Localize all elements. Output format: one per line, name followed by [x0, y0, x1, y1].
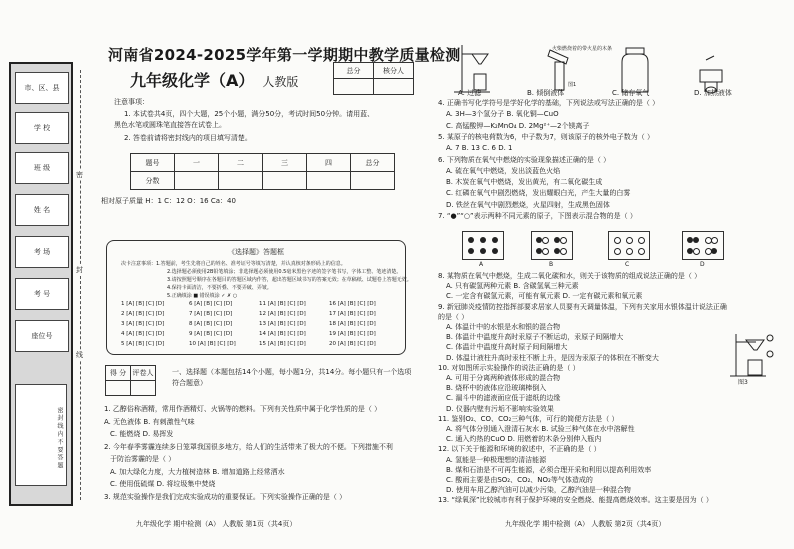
instruction-line: 3.请按照题号顺序在各题目的答题区域内作答，超出答题区域书写的答案无效；在草稿纸、试题卷上答题无效。 — [167, 277, 412, 283]
fig-note: 火柴燃烧着的带火星的木条 — [552, 46, 613, 52]
answer-option-row[interactable]: 2 [A] [B] [C] [D] — [121, 311, 165, 317]
question-line: A. 7 B. 13 C. 6 D. 1 — [446, 144, 513, 153]
pour-liquid-figure — [548, 50, 568, 90]
seal-notice: 密 封 线 内 不 要 答 题 — [15, 384, 67, 486]
exam-subtitle: 九年级化学（A） 人教版 — [130, 71, 299, 90]
question-line: A. 3H—3个氢分子 B. 氧化铜—CuO — [446, 110, 559, 119]
answer-option-row[interactable]: 1 [A] [B] [C] [D] — [121, 301, 165, 307]
fig-number: 图1 — [568, 82, 577, 88]
question-line: C. 能燃烧 D. 易挥发 — [110, 430, 174, 438]
question-line: C. 酸雨主要是由SO₂、CO₂、NO₂等气体造成的 — [446, 476, 593, 484]
answer-box — [106, 240, 412, 355]
instruction-line: 5.正确填涂 ■ 错误填涂 ✓ ✗ ○ — [167, 293, 238, 299]
question-line: 4. 正确书写化学符号是学好化学的基础，下列说法或写法正确的是（ ） — [438, 99, 660, 107]
answer-option-row[interactable]: 20 [A] [B] [C] [D] — [329, 341, 376, 347]
notes-heading: 注意事项： — [114, 98, 149, 106]
gas-bottle-figure — [622, 48, 648, 92]
question-line: 10. 对如图所示实验操作的说法正确的是（ ） — [438, 363, 580, 372]
question-line: 7. “●”“○”表示两种不同元素的原子，下图表示混合物的是（ ） — [438, 212, 637, 220]
question-line: D. 使用车用乙醇汽油可以减少污染，乙醇汽油是一种混合物 — [446, 486, 631, 495]
note-line: 2. 答卷前请将密封线内的项目填写清楚。 — [124, 134, 252, 142]
grade-header: 总分 — [351, 154, 395, 172]
diagram-label: B — [549, 261, 554, 268]
question-line: A. 只有碳氢两种元素 B. 含碳氢氧三种元素 — [446, 282, 579, 291]
fig-label: A. 过滤 — [458, 89, 482, 97]
answer-option-row[interactable]: 10 [A] [B] [C] [D] — [189, 341, 236, 347]
seal-mark: 线 — [76, 351, 83, 359]
binding-field: 考 场 — [15, 236, 69, 268]
footer-left: 九年级化学 期中检测（A） 人教版 第1页（共4页） — [136, 520, 297, 528]
answer-option-row[interactable]: 12 [A] [B] [C] [D] — [259, 311, 306, 317]
binding-field: 姓 名 — [15, 194, 69, 226]
binding-field: 学 校 — [15, 112, 69, 144]
particle-diagram-c — [608, 231, 650, 260]
answer-option-row[interactable]: 13 [A] [B] [C] [D] — [259, 321, 306, 327]
total-score-box: 总分 核分人 — [333, 62, 414, 95]
atomic-masses: 相对原子质量 H：1 C：12 O：16 Ca：40 — [101, 197, 236, 205]
question-line: C. 使用低硫煤 D. 将垃圾集中焚烧 — [110, 480, 216, 488]
question-line: C. 红磷在氧气中剧烈燃烧，发出耀眼白光，产生大量的白雾 — [446, 189, 631, 198]
question-line: C. 通入灼热的CuO D. 用燃着的木条分别伸入瓶内 — [446, 435, 602, 444]
instruction-line: 决卡注意事项：1.答题前，考生先将自己的姓名、准考证号等填写清楚，并认真核对条形码上的信息。 — [121, 261, 346, 267]
answer-option-row[interactable]: 16 [A] [B] [C] [D] — [329, 301, 376, 307]
question-line: D. 仪器内壁有污垢不影响实验效果 — [446, 404, 554, 413]
question-line: A. 氢能是一种极理想的清洁能源 — [446, 455, 547, 464]
question-line: A. 加大绿化力度，大力植树造林 B. 增加道路上经常洒水 — [110, 467, 285, 476]
answer-option-row[interactable]: 19 [A] [B] [C] [D] — [329, 331, 376, 337]
question-line: A. 硫在氧气中燃烧，发出淡蓝色火焰 — [446, 166, 561, 175]
exam-title: 河南省2024-2025学年第一学期期中教学质量检测 — [108, 46, 461, 64]
question-line: B. 木炭在氧气中燃烧，发出黄光，有二氧化碳生成 — [446, 178, 603, 187]
seal-mark: 封 — [76, 266, 83, 274]
grade-header: 题号 — [131, 154, 175, 172]
question-line: 5. 某原子的核电荷数为6，中子数为7，则该原子的核外电子数为（ ） — [438, 132, 655, 141]
particle-diagram-d — [682, 231, 724, 260]
question-line: A. 可用于分离两种液体形成的混合物 — [446, 374, 561, 382]
answer-option-row[interactable]: 8 [A] [B] [C] [D] — [189, 321, 233, 327]
binding-field: 班 级 — [15, 152, 69, 184]
question-line: C. 体温计中温度升高时原子间间隔增大 — [446, 343, 568, 352]
binding-field: 市、区、县 — [15, 72, 69, 104]
fig-number: 图3 — [738, 379, 748, 386]
answer-option-row[interactable]: 6 [A] [B] [C] [D] — [189, 301, 233, 307]
particle-diagram-a — [462, 231, 504, 260]
fig-label: D. 加热液体 — [694, 89, 732, 97]
filtration-figure — [728, 330, 778, 385]
note-line: 1. 本试卷共4页，四个大题，25个小题，满分50分，考试时间50分钟。请用蓝、 — [124, 110, 375, 118]
question-line: 3. 规范实验操作是我们完成实验成功的重要保证。下列实验操作正确的是（ ） — [104, 492, 347, 501]
question-line: 11. 鉴别O₂、CO、CO₂三种气体，可行的简便方法是（ ） — [438, 414, 619, 423]
question-line: A. 体温计中的水银是水和银的混合物 — [446, 323, 561, 331]
answer-option-row[interactable]: 5 [A] [B] [C] [D] — [121, 341, 165, 347]
grade-header: 三 — [263, 154, 307, 172]
answer-box-title: 《选择题》答题框 — [228, 248, 284, 256]
question-line: 的是（ ） — [438, 312, 469, 321]
answer-option-row[interactable]: 17 [A] [B] [C] [D] — [329, 311, 376, 317]
question-line: 1. 乙醇俗称酒精，常用作酒精灯、火锅等的燃料。下列有关性质中属于化学性质的是（ ） — [104, 405, 382, 413]
section-score-box: 得 分 评卷人 — [105, 365, 156, 396]
grade-header: 四 — [307, 154, 351, 172]
question-line: 于防治雾霾的是（ ） — [110, 455, 176, 463]
question-line: C. 一定含有碳氢元素，可能有氧元素 D. 一定有碳元素和氧元素 — [446, 292, 643, 301]
diagram-label: D — [700, 261, 705, 268]
section-heading: 一、选择题（本题包括14个小题，每小题1分，共14分。每小题只有一个选项符合题意） — [172, 368, 412, 387]
diagram-label: C — [625, 261, 630, 268]
edition-label: 人教版 — [262, 75, 299, 89]
question-line: 9. 新冠肺炎疫情防控指挥部要求居家人员要有天调量体温，下列有关家用水银体温计说法正确 — [438, 302, 727, 311]
grade-header: 二 — [219, 154, 263, 172]
diagram-label: A — [479, 261, 484, 268]
question-line: D. 体温计液柱升高时汞柱不断上升，是因为汞原子的体积在不断变大 — [446, 353, 659, 362]
question-line: 13. “绿氧深”比较城市有利于保护环境的安全燃烧、能提高燃烧效率。这主要是因为（ ） — [438, 496, 713, 505]
particle-diagram-b — [531, 231, 573, 260]
answer-option-row[interactable]: 9 [A] [B] [C] [D] — [189, 331, 233, 337]
note-line: 黑色水笔或圆珠笔直接答在试卷上。 — [114, 121, 226, 129]
grade-table: 题号 一 二 三 四 总分 分数 — [130, 153, 395, 190]
answer-option-row[interactable]: 14 [A] [B] [C] [D] — [259, 331, 306, 337]
seal-mark: 密 — [76, 171, 83, 179]
funnel-stand-figure — [454, 45, 490, 92]
binding-field: 考 号 — [15, 278, 69, 310]
answer-option-row[interactable]: 15 [A] [B] [C] [D] — [259, 341, 306, 347]
question-line: B. 烧杯中的液体应沿玻璃棒倒入 — [446, 384, 547, 393]
question-line: B. 体温计中温度升高时汞原子不断运动，汞原子间隔增大 — [446, 333, 624, 342]
question-line: A. 无色液体 B. 有刺激性气味 — [104, 417, 195, 426]
question-line: C. 高锰酸钾—K₂MnO₄ D. 2Mg²⁺—2个镁离子 — [446, 121, 590, 130]
footer-right: 九年级化学 期中检测（A） 人教版 第2页（共4页） — [505, 520, 666, 528]
question-line: B. 煤和石油是不可再生能源，必须合理开采和利用以提高利用效率 — [446, 465, 652, 474]
question-line: 2. 今年春季雾霾连续多日笼罩我国很多地方，给人们的生活带来了极大的不便。下列措施不利 — [104, 442, 393, 451]
answer-option-row[interactable]: 18 [A] [B] [C] [D] — [329, 321, 376, 327]
binding-field: 座位号 — [15, 320, 69, 352]
seal-line — [80, 70, 81, 500]
answer-option-row[interactable]: 11 [A] [B] [C] [D] — [259, 301, 306, 307]
fig-label: B. 倾倒液体 — [527, 89, 565, 97]
question-line: 6. 下列物质在氧气中燃烧的实验现象描述正确的是（ ） — [438, 155, 611, 164]
question-line: 12. 以下关于能源和环境的叙述中，不正确的是（ ） — [438, 445, 601, 454]
question-line: A. 将气体分别通入澄清石灰水 B. 试验三种气体在水中溶解性 — [446, 425, 635, 433]
instruction-line: 2.选择题必须使用2B铅笔填涂；非选择题必须使用0.5毫米黑色字迹的签字笔书写，字体工整、笔迹清楚。 — [167, 269, 402, 275]
answer-option-row[interactable]: 7 [A] [B] [C] [D] — [189, 311, 233, 317]
instruction-line: 4.保持卡面清洁，不要折叠、不要弄破、弄皱。 — [167, 285, 272, 291]
answer-option-row[interactable]: 4 [A] [B] [C] [D] — [121, 331, 165, 337]
binding-strip — [9, 62, 73, 506]
question-line: C. 漏斗中的滤液面应低于滤纸的边缘 — [446, 394, 561, 403]
answer-option-row[interactable]: 3 [A] [B] [C] [D] — [121, 321, 165, 327]
grade-header: 一 — [175, 154, 219, 172]
question-line: 8. 某物质在氧气中燃烧，生成二氧化碳和水，则关于该物质的组成说法正确的是（ ） — [438, 272, 702, 280]
question-line: D. 铁丝在氧气中剧烈燃烧，火星四射，生成黑色固体 — [446, 200, 610, 209]
fig-label: C. 储存氧气 — [612, 89, 650, 97]
